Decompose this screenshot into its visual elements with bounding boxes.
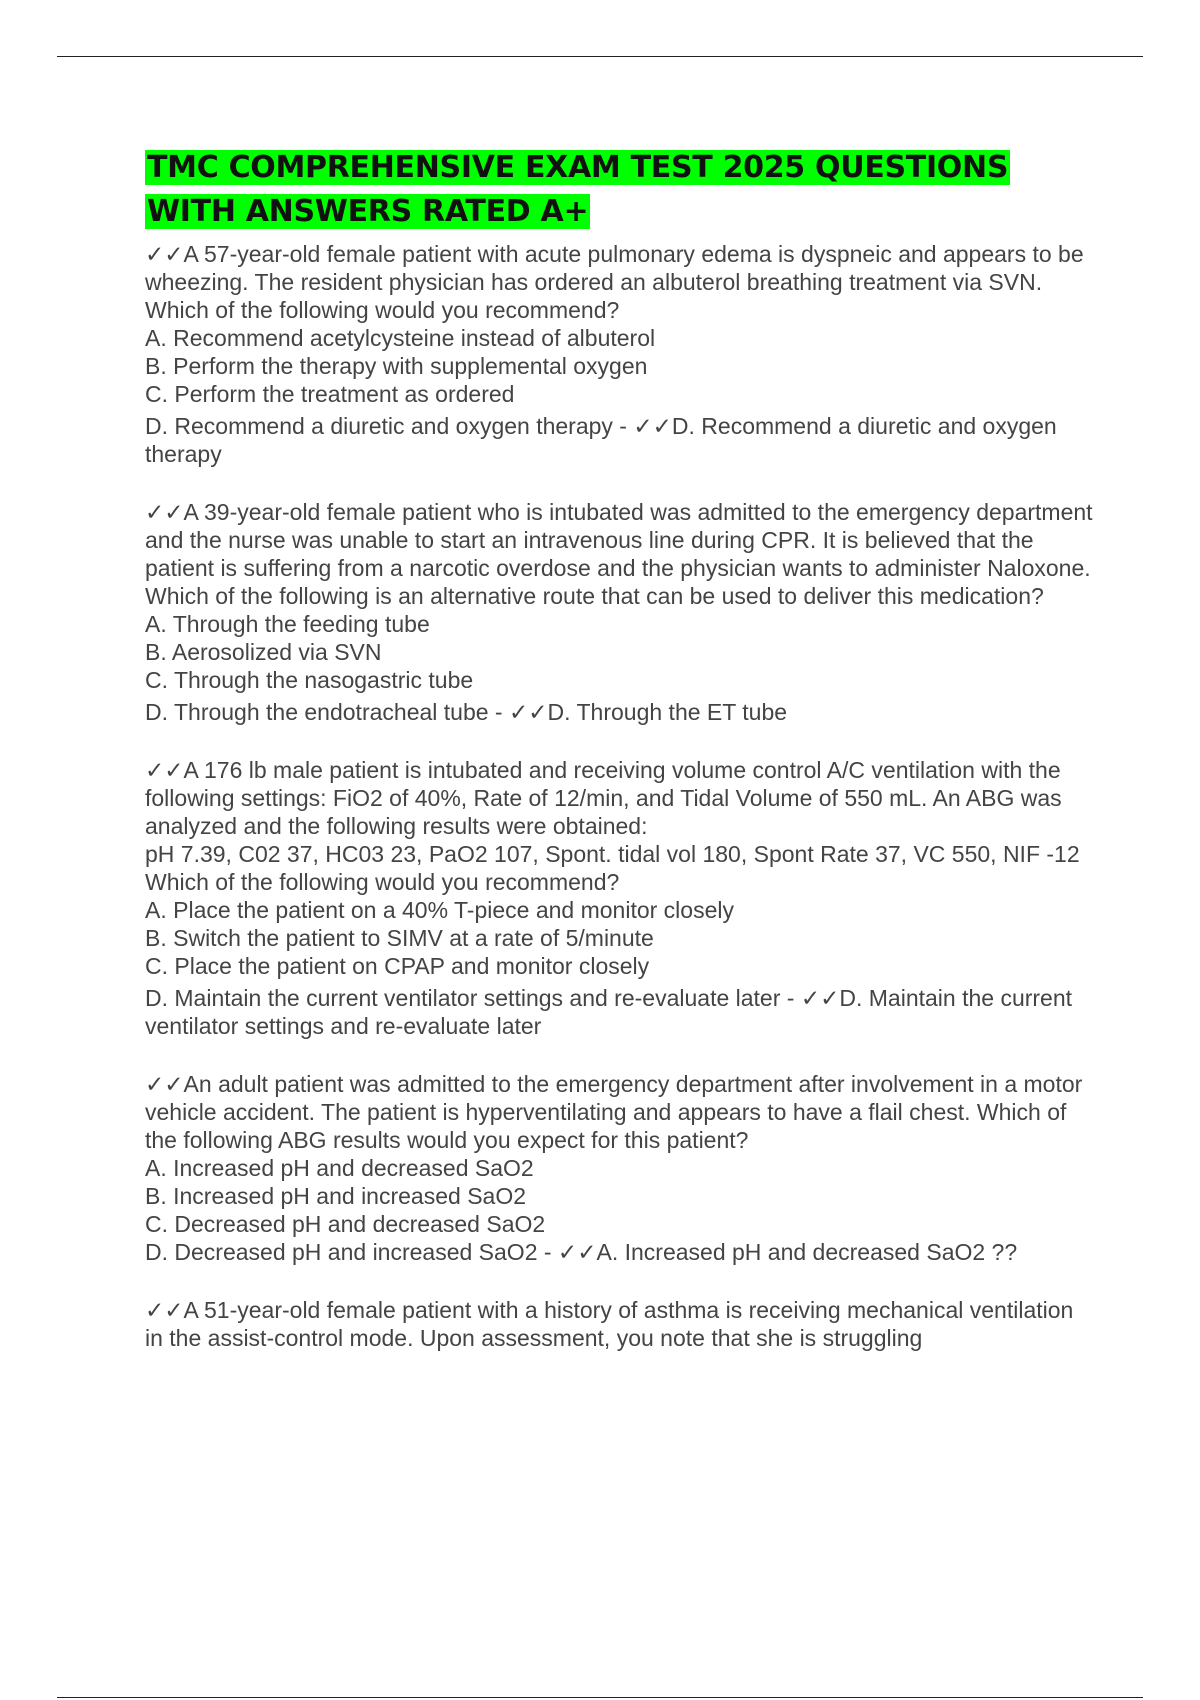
question-text: ✓✓A 39-year-old female patient who is intubated was admitted to the emergency department and the nurse was unable to start an intravenous line during CPR. It is believed that the patient is suffering from a narcotic overdose and the physician wants to administer Naloxone. Which of the following is an alternative route that can be used to deliver this medication? [145,499,1093,609]
document-title [145,146,1095,234]
question-prompt: Which of the following would you recommend? [145,869,620,895]
answer-option-with-answer: D. Maintain the current ventilator settings and re-evaluate later - ✓✓D. Maintain the current ventilator settings and re-evaluate later [145,985,1073,1039]
question-4 [145,1070,1095,1266]
answer-option-with-answer: D. Through the endotracheal tube - ✓✓D. Through the ET tube [145,699,788,725]
answer-option: C. Decreased pH and decreased SaO2 [145,1211,546,1237]
question-text: ✓✓An adult patient was admitted to the emergency department after involvement in a motor vehicle accident. The patient is hyperventilating and appears to have a flail chest. Which of the following ABG results would you expect for this patient? [145,1071,1083,1153]
answer-option: A. Through the feeding tube [145,611,430,637]
question-text: ✓✓A 57-year-old female patient with acute pulmonary edema is dyspneic and appears to be wheezing. The resident physician has ordered an albuterol breathing treatment via SVN. Which of the following would you recommend? [145,241,1084,323]
answer-option: C. Place the patient on CPAP and monitor closely [145,953,650,979]
question-1 [145,240,1095,468]
bottom-rule [57,1697,1143,1698]
answer-option: B. Aerosolized via SVN [145,639,382,665]
question-text: ✓✓A 51-year-old female patient with a history of asthma is receiving mechanical ventilation in the assist-control mode. Upon assessment, you note that she is struggling [145,1297,1074,1351]
question-5 [145,1296,1095,1352]
answer-option: A. Recommend acetylcysteine instead of albuterol [145,325,656,351]
answer-option: A. Place the patient on a 40% T-piece and monitor closely [145,897,734,923]
page-content [145,146,1095,1382]
answer-option-with-answer: D. Recommend a diuretic and oxygen therapy - ✓✓D. Recommend a diuretic and oxygen therapy [145,413,1057,467]
answer-option: B. Increased pH and increased SaO2 [145,1183,527,1209]
answer-option: C. Through the nasogastric tube [145,667,474,693]
question-3 [145,756,1095,1040]
question-2 [145,498,1095,726]
answer-option: A. Increased pH and decreased SaO2 [145,1155,534,1181]
answer-option: B. Perform the therapy with supplemental oxygen [145,353,648,379]
answer-option: B. Switch the patient to SIMV at a rate of 5/minute [145,925,654,951]
answer-option: C. Perform the treatment as ordered [145,381,515,407]
abg-results: pH 7.39, C02 37, HC03 23, PaO2 107, Spont. tidal vol 180, Spont Rate 37, VC 550, NIF -12 [145,841,1080,867]
question-text: ✓✓A 176 lb male patient is intubated and receiving volume control A/C ventilation with the following settings: FiO2 of 40%, Rate of 12/min, and Tidal Volume of 550 mL. An ABG was analyzed and the following results were obtained: [145,757,1062,839]
top-rule [57,56,1143,57]
answer-option-with-answer: D. Decreased pH and increased SaO2 - ✓✓A. Increased pH and decreased SaO2 ?? [145,1239,1018,1265]
title-highlight: TMC COMPREHENSIVE EXAM TEST 2025 QUESTIONS WITH ANSWERS RATED A+ [147,150,1009,229]
